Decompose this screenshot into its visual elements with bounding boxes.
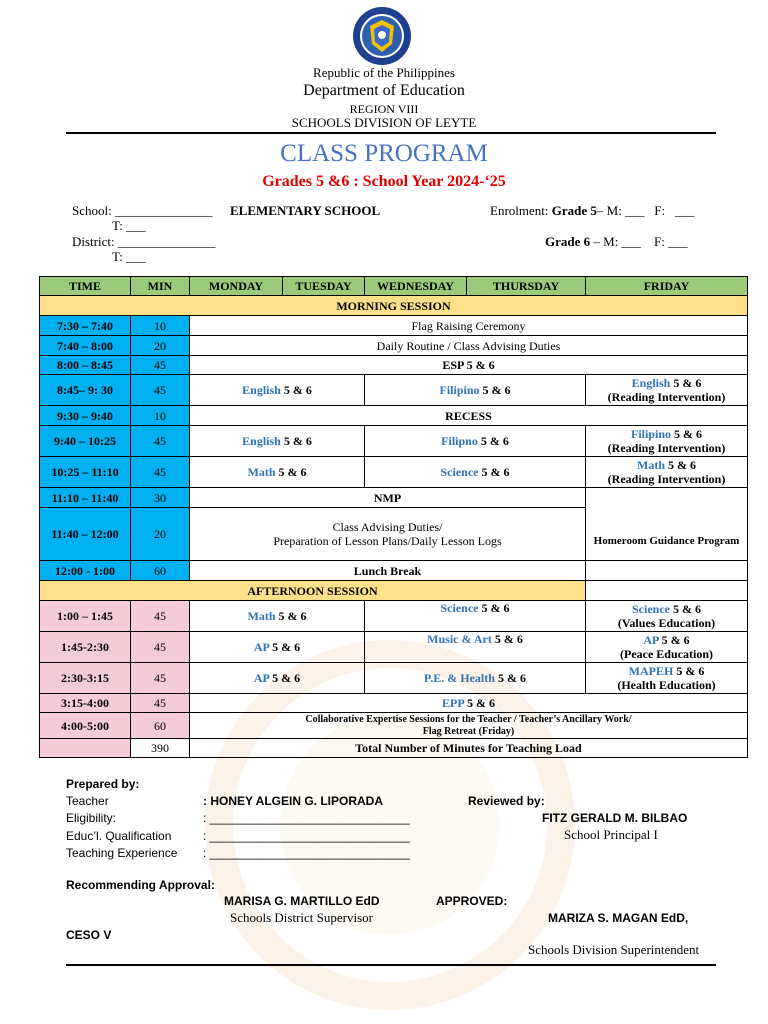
enrolment-grade6 — [545, 234, 688, 250]
grade-range: 5 & 6 — [494, 671, 526, 685]
min-cell: 20 — [131, 336, 190, 356]
principal-title: School Principal I — [564, 827, 658, 842]
time-cell: 11:40 – 12:00 — [40, 508, 131, 561]
superintendent-name: MARIZA S. MAGAN EdD, — [548, 911, 689, 925]
friday-note: (Reading Intervention) — [607, 390, 726, 404]
friday-cell — [586, 632, 748, 663]
friday-note: (Values Education) — [617, 616, 716, 630]
header-tuesday: TUESDAY — [283, 277, 365, 296]
friday-cell — [586, 601, 748, 632]
morning-session: MORNING SESSION — [40, 296, 748, 316]
subject-name: Math — [247, 609, 276, 623]
header-monday: MONDAY — [190, 277, 283, 296]
subject-name: English — [242, 434, 281, 448]
table-row — [40, 406, 748, 426]
ceso-label: CESO V — [66, 928, 112, 942]
grade-range: 5 & 6 — [275, 609, 307, 623]
min-cell: 45 — [131, 426, 190, 457]
min-cell: 10 — [131, 406, 190, 426]
grade-range: 5 & 6 — [670, 602, 701, 616]
subject-name: Filipino — [630, 427, 671, 441]
supervisor-title: Schools District Supervisor — [230, 910, 373, 925]
grade-range: 5 & 6 — [477, 434, 509, 448]
table-row — [40, 336, 748, 356]
min-cell: 45 — [131, 694, 190, 713]
activity-line-1: Collaborative Expertise Sessions for the Teacher / Teacher’s Ancillary Work/ — [305, 713, 632, 725]
friday-note: (Reading Intervention) — [607, 441, 726, 455]
friday-cell — [586, 426, 748, 457]
grade-range: 5 & 6 — [280, 434, 312, 448]
time-cell: 7:40 – 8:00 — [40, 336, 131, 356]
friday-note: (Reading Intervention) — [607, 472, 726, 486]
header-rule — [66, 132, 716, 134]
district-label: District: _______________ — [72, 234, 216, 249]
time-cell: 2:30-3:15 — [40, 663, 131, 694]
header-thursday: THURSDAY — [467, 277, 586, 296]
time-cell: 1:45-2:30 — [40, 632, 131, 663]
division-line: SCHOOLS DIVISION OF LEYTE — [291, 115, 477, 130]
table-row — [40, 375, 748, 406]
subject-name: AP — [253, 671, 270, 685]
activity-line-2: Preparation of Lesson Plans/Daily Lesson Logs — [273, 534, 502, 548]
grade5-label: Grade 5 — [551, 203, 597, 218]
table-row — [40, 426, 748, 457]
school-label: School: _______________ — [72, 203, 213, 218]
time-cell: 10:25 – 11:10 — [40, 457, 131, 488]
friday-note: (Peace Education) — [620, 647, 713, 661]
empty-friday-cell — [586, 561, 748, 581]
friday-cell — [586, 663, 748, 694]
qualification-label: Educ’l. Qualification — [66, 829, 172, 843]
friday-cell — [586, 457, 748, 488]
subject-name: Science — [440, 601, 479, 615]
prepared-by-label: Prepared by: — [66, 777, 140, 791]
grade-range: 5 & 6 — [479, 383, 511, 397]
mon-tue-cell — [190, 426, 365, 457]
table-row — [40, 632, 748, 663]
teacher-label: Teacher — [66, 794, 109, 808]
time-cell: 4:00-5:00 — [40, 713, 131, 739]
grade-range: 5 & 6 — [670, 376, 702, 390]
approved-label: APPROVED: — [436, 894, 508, 908]
min-cell: 30 — [131, 488, 190, 508]
subject-name: Science — [440, 465, 479, 479]
table-row — [40, 601, 748, 632]
min-cell: 45 — [131, 457, 190, 488]
grade-range: 5 & 6 — [658, 633, 690, 647]
activity-cell — [190, 694, 748, 713]
grade-range: 5 & 6 — [478, 601, 510, 615]
subject-name: Math — [247, 465, 276, 479]
grade-range: 5 & 6 — [275, 465, 307, 479]
eligibility-field: : ______________________________ — [203, 811, 410, 825]
mon-tue-cell — [190, 375, 365, 406]
table-row — [40, 488, 748, 508]
session-row — [40, 296, 748, 316]
subject-name: AP — [253, 640, 270, 654]
friday-note: (Health Education) — [617, 678, 716, 692]
total-time-cell — [40, 739, 131, 758]
deped-seal-icon — [352, 6, 412, 66]
min-cell: 10 — [131, 316, 190, 336]
mon-tue-cell — [190, 632, 365, 663]
activity-cell: ESP 5 & 6 — [190, 356, 748, 375]
subject-name: EPP — [441, 696, 464, 710]
mon-tue-cell — [190, 601, 365, 632]
header-min: MIN — [131, 277, 190, 296]
min-cell: 45 — [131, 356, 190, 375]
session-row — [40, 581, 748, 601]
school-name: ELEMENTARY SCHOOL — [230, 203, 381, 218]
total-min-cell: 390 — [131, 739, 190, 758]
min-cell: 45 — [131, 601, 190, 632]
homeroom-guidance-cell: Homeroom Guidance Program — [586, 488, 748, 561]
time-cell: 3:15-4:00 — [40, 694, 131, 713]
department-line: Department of Education — [303, 82, 465, 99]
table-row — [40, 457, 748, 488]
class-program-table — [39, 276, 748, 758]
table-row — [40, 316, 748, 336]
grade-range: 5 & 6 — [665, 458, 696, 472]
grade-range: 5 & 6 — [673, 664, 705, 678]
t-field-1: T: ___ — [112, 218, 146, 233]
total-label-cell: Total Number of Minutes for Teaching Load — [190, 739, 748, 758]
activity-line-2: Flag Retreat (Friday) — [422, 725, 515, 737]
time-cell: 7:30 – 7:40 — [40, 316, 131, 336]
table-row — [40, 713, 748, 739]
time-cell: 12:00 - 1:00 — [40, 561, 131, 581]
time-cell: 8:45– 9: 30 — [40, 375, 131, 406]
wed-thu-cell — [365, 426, 586, 457]
experience-label: Teaching Experience — [66, 846, 178, 860]
activity-line-1: Class Advising Duties/ — [332, 520, 443, 534]
min-cell: 20 — [131, 508, 190, 561]
eligibility-label: Eligibility: — [66, 811, 117, 825]
grade6-label: Grade 6 — [545, 234, 591, 249]
subject-name: P.E. & Health — [424, 671, 495, 685]
grade-range: 5 & 6 — [671, 427, 702, 441]
subject-name: Music & Art — [427, 632, 492, 646]
min-cell: 45 — [131, 375, 190, 406]
time-cell: 8:00 – 8:45 — [40, 356, 131, 375]
header-time: TIME — [40, 277, 131, 296]
subject-name: MAPEH — [628, 664, 674, 678]
total-row — [40, 739, 748, 758]
table-header-row — [40, 277, 748, 296]
superintendent-title: Schools Division Superintendent — [528, 942, 700, 957]
enrolment-label: Enrolment: — [490, 203, 549, 218]
page-title: CLASS PROGRAM — [280, 140, 488, 167]
time-cell: 11:10 – 11:40 — [40, 488, 131, 508]
recommending-label: Recommending Approval: — [66, 878, 215, 892]
supervisor-name: MARISA G. MARTILLO EdD — [224, 894, 380, 908]
footer-rule — [66, 964, 716, 966]
grade-range: 5 & 6 — [269, 640, 301, 654]
afternoon-session: AFTERNOON SESSION — [40, 581, 586, 601]
empty-friday-cell — [586, 581, 748, 601]
grade-range: 5 & 6 — [464, 696, 495, 710]
wed-thu-cell — [365, 457, 586, 488]
wed-thu-cell — [365, 601, 586, 632]
t-field-2: T: ___ — [112, 249, 146, 264]
reviewed-by-label: Reviewed by: — [468, 794, 545, 808]
qualification-field: : ______________________________ — [203, 829, 410, 843]
min-cell: 45 — [131, 663, 190, 694]
time-cell: 9:30 – 9:40 — [40, 406, 131, 426]
subject-name: Filipno — [441, 434, 478, 448]
grade6-fields: – M: ___ F: ___ — [590, 234, 688, 249]
principal-name: FITZ GERALD M. BILBAO — [542, 811, 688, 825]
grade-range: 5 & 6 — [478, 465, 510, 479]
friday-cell — [586, 375, 748, 406]
activity-cell: RECESS — [190, 406, 748, 426]
subject-name: English — [631, 376, 671, 390]
grade5-fields: – M: ___ F: ___ — [596, 203, 695, 218]
activity-cell: NMP — [190, 488, 586, 508]
mon-tue-cell — [190, 663, 365, 694]
mon-tue-cell — [190, 457, 365, 488]
activity-cell — [190, 508, 586, 561]
teacher-name: : HONEY ALGEIN G. LIPORADA — [203, 794, 384, 808]
header-friday: FRIDAY — [586, 277, 748, 296]
subject-name: Filipino — [439, 383, 480, 397]
grade-range: 5 & 6 — [269, 671, 301, 685]
grade-range: 5 & 6 — [491, 632, 523, 646]
activity-cell: Lunch Break — [190, 561, 586, 581]
header-wednesday: WEDNESDAY — [365, 277, 467, 296]
experience-field: : ______________________________ — [203, 846, 410, 860]
min-cell: 60 — [131, 561, 190, 581]
wed-thu-cell — [365, 375, 586, 406]
activity-cell: Flag Raising Ceremony — [190, 316, 748, 336]
subject-name: AP — [643, 633, 659, 647]
wed-thu-cell — [365, 663, 586, 694]
grade-range: 5 & 6 — [280, 383, 312, 397]
time-cell: 9:40 – 10:25 — [40, 426, 131, 457]
wed-thu-cell — [365, 632, 586, 663]
enrolment-grade5 — [490, 203, 694, 219]
table-row — [40, 561, 748, 581]
min-cell: 60 — [131, 713, 190, 739]
subject-name: Math — [637, 458, 665, 472]
table-row — [40, 663, 748, 694]
subject-name: Science — [632, 602, 670, 616]
min-cell: 45 — [131, 632, 190, 663]
time-cell: 1:00 – 1:45 — [40, 601, 131, 632]
activity-cell — [190, 713, 748, 739]
table-row — [40, 356, 748, 375]
table-row — [40, 694, 748, 713]
republic-line: Republic of the Philippines — [313, 65, 455, 80]
subject-name: English — [242, 383, 281, 397]
activity-cell: Daily Routine / Class Advising Duties — [190, 336, 748, 356]
page-subtitle: Grades 5 &6 : School Year 2024-‘25 — [262, 173, 506, 190]
region-line: REGION VIII — [349, 102, 419, 116]
